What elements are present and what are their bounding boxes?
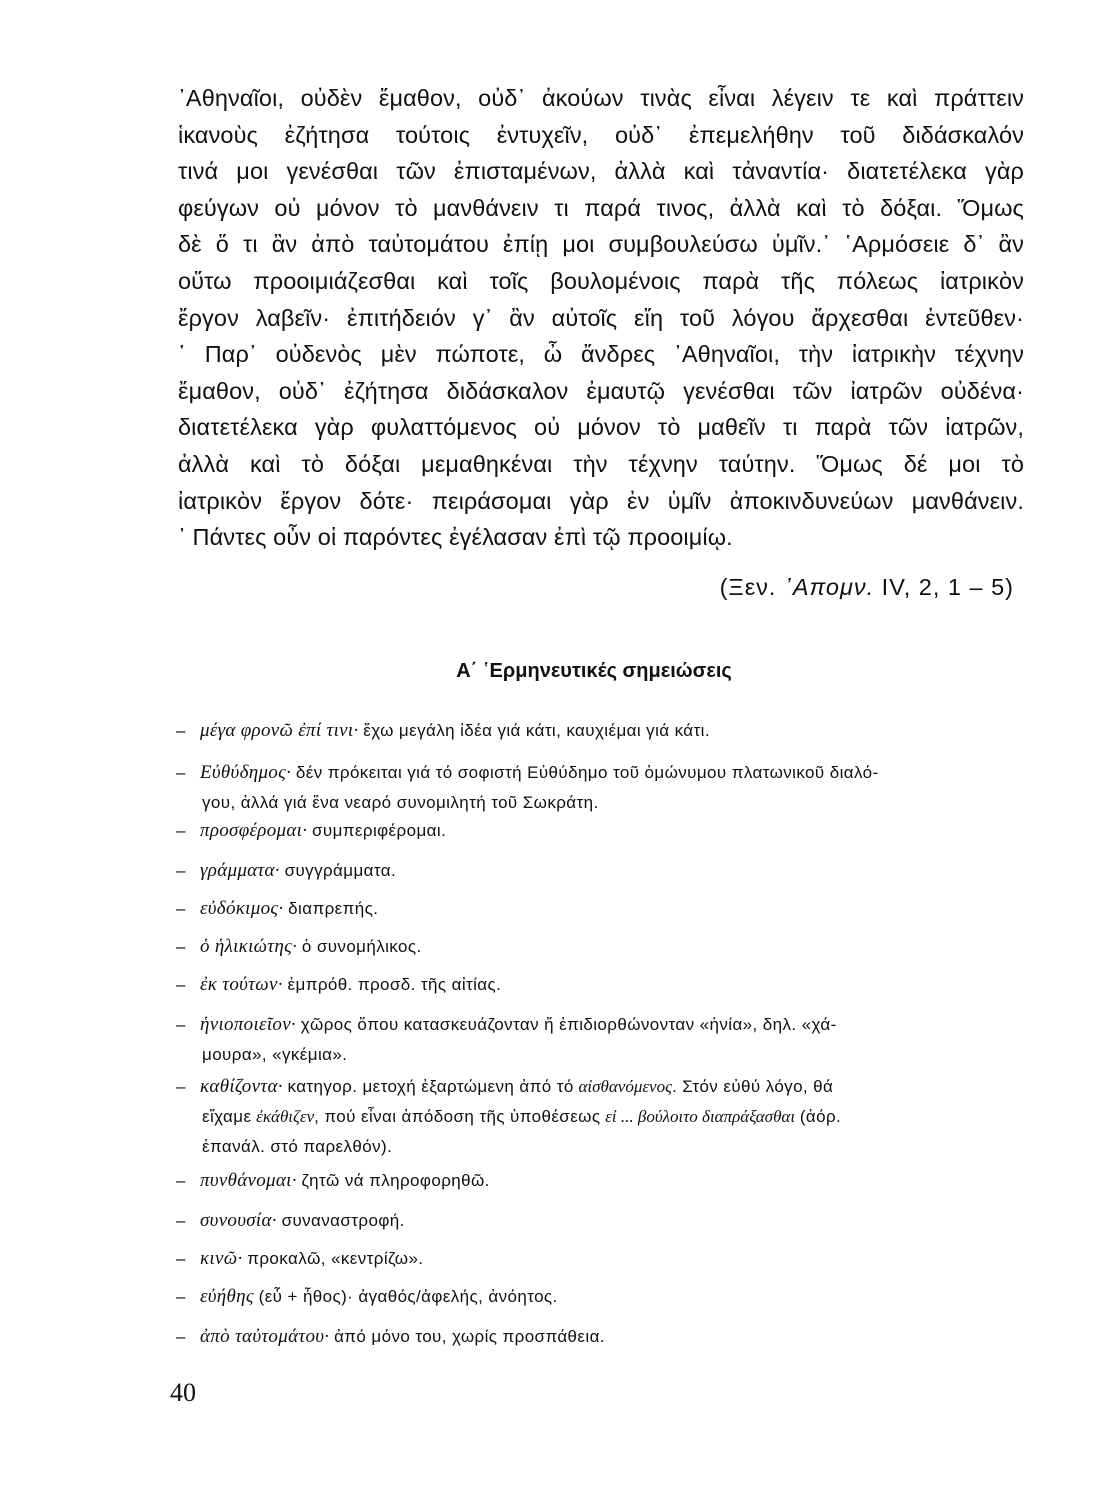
note-dash: – bbox=[176, 1077, 186, 1096]
note-definition: ὁ συνομήλικος. bbox=[301, 937, 422, 956]
note-definition-continued: ἐπανάλ. στό παρελθόν). bbox=[202, 1137, 393, 1156]
passage-line: ἱκανοὺς ἐζήτησα τούτοις ἐντυχεῖν, οὐδ᾿ ἐπεμελήθην τοῦ διδάσκαλόν bbox=[178, 121, 1024, 148]
note-term: εὐήθης bbox=[200, 1286, 254, 1307]
note-dash: – bbox=[176, 975, 186, 994]
note-definition: διαπρεπής. bbox=[288, 899, 379, 918]
note-definition: (εὖ + ἦθος)· ἀγαθός/ἀφελής, ἀνόητος. bbox=[258, 1287, 558, 1306]
note-definition: ζητῶ νά πληροφορηθῶ. bbox=[301, 1171, 490, 1190]
section-heading: Α΄ ῾Ερμηνευτικές σημειώσεις bbox=[456, 660, 732, 682]
note-dash: – bbox=[176, 821, 186, 840]
note-dash: – bbox=[176, 763, 186, 782]
passage-line: ἔμαθον, οὐδ᾿ ἐζήτησα διδάσκαλον ἐμαυτῷ γενέσθαι τῶν ἰατρῶν οὐδένα· bbox=[178, 377, 1024, 404]
note-item bbox=[176, 1282, 1024, 1312]
passage-line: φεύγων οὐ μόνον τὸ μανθάνειν τι παρά τινος, ἀλλὰ καὶ τὸ δόξαι. Ὅμως bbox=[178, 194, 1024, 221]
note-item bbox=[176, 758, 1024, 818]
note-item bbox=[176, 716, 1024, 746]
note-definition: δέν πρόκειται γιά τό σοφιστή Εὐθύδημο τοῦ ὁμώνυμου πλατωνικοῦ διαλό- bbox=[295, 763, 879, 782]
greek-passage bbox=[178, 80, 1024, 556]
note-definition: χῶρος ὅπου κατασκευάζονταν ἤ ἐπιδιορθώνονταν «ἡνία», δηλ. «χά- bbox=[300, 1015, 837, 1034]
passage-line: οὕτω προοιμιάζεσθαι καὶ τοῖς βουλομένοις παρὰ τῆς πόλεως ἰατρικὸν bbox=[178, 267, 1024, 294]
note-term: προσφέρομαι· bbox=[200, 820, 308, 841]
note-dash: – bbox=[176, 1327, 186, 1346]
passage-line: ῾ Παρ᾿ οὐδενὸς μὲν πώποτε, ὦ ἄνδρες ᾿Αθηναῖοι, τὴν ἰατρικὴν τέχνην bbox=[178, 341, 1024, 368]
note-dash: – bbox=[176, 1287, 186, 1306]
passage-line: ᾿ Πάντες οὖν οἱ παρόντες ἐγέλασαν ἐπὶ τῷ προοιμίῳ. bbox=[178, 524, 733, 551]
note-term: κινῶ· bbox=[200, 1248, 243, 1269]
note-item bbox=[176, 970, 1024, 1000]
note-dash: – bbox=[176, 1015, 186, 1034]
note-item bbox=[176, 932, 1024, 962]
note-item bbox=[176, 1166, 1024, 1196]
note-item bbox=[176, 1206, 1024, 1236]
note-dash: – bbox=[176, 899, 186, 918]
note-term: συνουσία· bbox=[200, 1210, 277, 1231]
note-definition-continued: , πού εἶναι ἀπόδοση τῆς ὑποθέσεως bbox=[314, 1107, 601, 1126]
source-citation bbox=[720, 574, 1014, 601]
note-item bbox=[176, 856, 1024, 886]
passage-line: διατετέλεκα γὰρ φυλαττόμενος οὐ μόνον τὸ μαθεῖν τι παρὰ τῶν ἰατρῶν, bbox=[178, 414, 1024, 441]
note-definition: συγγράμματα. bbox=[284, 861, 397, 880]
note-dash: – bbox=[176, 721, 186, 740]
note-term: ἀπὸ ταὐτομάτου· bbox=[200, 1326, 330, 1347]
note-dash: – bbox=[176, 1249, 186, 1268]
passage-line: ἔργον λαβεῖν· ἐπιτήδειόν γ᾿ ἂν αὐτοῖς εἴη τοῦ λόγου ἄρχεσθαι ἐντεῦθεν· bbox=[178, 304, 1024, 331]
note-term: ὁ ἡλικιώτης· bbox=[200, 936, 298, 957]
note-definition: συναναστροφή. bbox=[281, 1211, 405, 1230]
note-definition-continued: εἴχαμε bbox=[202, 1107, 252, 1126]
passage-line: τινά μοι γενέσθαι τῶν ἐπισταμένων, ἀλλὰ καὶ τἀναντία· διατετέλεκα γὰρ bbox=[178, 158, 1024, 185]
note-item bbox=[176, 1244, 1024, 1274]
note-definition: προκαλῶ, «κεντρίζω». bbox=[247, 1249, 424, 1268]
note-dash: – bbox=[176, 861, 186, 880]
note-term: ἐκ τούτων· bbox=[200, 974, 283, 995]
note-definition-continued: (ἀόρ. bbox=[799, 1107, 842, 1126]
note-item bbox=[176, 1322, 1024, 1352]
note-term: εὐδόκιμος· bbox=[200, 898, 284, 919]
note-definition: ἀπό μόνο του, χωρίς προσπάθεια. bbox=[334, 1327, 605, 1346]
note-term: ἡνιοποιεῖον· bbox=[200, 1014, 296, 1035]
note-term: καθίζοντα· bbox=[200, 1076, 283, 1097]
note-item bbox=[176, 1010, 1024, 1070]
passage-line: ἀλλὰ καὶ τὸ δόξαι μεμαθηκέναι τὴν τέχνην ταύτην. Ὅμως δέ μοι τὸ bbox=[178, 450, 1024, 477]
note-italic-phrase: εἰ ... βούλοιτο διαπράξασθαι bbox=[605, 1107, 796, 1126]
source-work: ᾿Απομν. bbox=[784, 574, 875, 600]
note-definition: συμπεριφέρομαι. bbox=[312, 821, 447, 840]
note-definition: ἔχω μεγάλη ἰδέα γιά κάτι, καυχιέμαι γιά κάτι. bbox=[363, 721, 710, 740]
passage-line: ἰατρικὸν ἔργον δότε· πειράσομαι γὰρ ἐν ὑμῖν ἀποκινδυνεύων μανθάνειν. bbox=[178, 487, 1024, 514]
note-definition: κατηγορ. μετοχή ἐξαρτώμενη ἀπό τό bbox=[287, 1077, 574, 1096]
passage-line: δὲ ὅ τι ἂν ἀπὸ ταὐτομάτου ἐπίῃ μοι συμβουλεύσω ὑμῖν.᾿ ῾Αρμόσειε δ᾿ ἂν bbox=[178, 231, 1024, 258]
page-number: 40 bbox=[170, 1378, 196, 1407]
note-definition-end: . Στόν εὐθύ λόγο, θά bbox=[672, 1077, 834, 1096]
note-term: Εὐθύδημος· bbox=[200, 762, 292, 783]
source-reference: IV, 2, 1 – 5) bbox=[881, 574, 1014, 600]
note-item bbox=[176, 816, 1024, 846]
note-term: γράμματα· bbox=[200, 860, 280, 881]
note-definition: ἐμπρόθ. προσδ. τῆς αἰτίας. bbox=[287, 975, 502, 994]
note-term: πυνθάνομαι· bbox=[200, 1170, 297, 1191]
passage-line: ᾿Αθηναῖοι, οὐδὲν ἔμαθον, οὐδ᾿ ἀκούων τινὰς εἶναι λέγειν τε καὶ πράττειν bbox=[178, 85, 1024, 111]
note-definition-continued: μουρα», «γκέμια». bbox=[202, 1045, 348, 1064]
note-term: μέγα φρονῶ ἐπί τινι· bbox=[200, 720, 359, 741]
note-italic-word: αἰσθανόμενος bbox=[578, 1077, 672, 1096]
note-dash: – bbox=[176, 937, 186, 956]
note-dash: – bbox=[176, 1211, 186, 1230]
note-definition-continued: γου, ἀλλά γιά ἕνα νεαρό συνομιλητή τοῦ Σωκράτη. bbox=[202, 793, 599, 812]
note-item bbox=[176, 894, 1024, 924]
source-author: (Ξεν. bbox=[719, 574, 777, 600]
note-italic-word: ἐκάθιζεν bbox=[256, 1107, 315, 1126]
note-item bbox=[176, 1072, 1024, 1162]
note-dash: – bbox=[176, 1171, 186, 1190]
